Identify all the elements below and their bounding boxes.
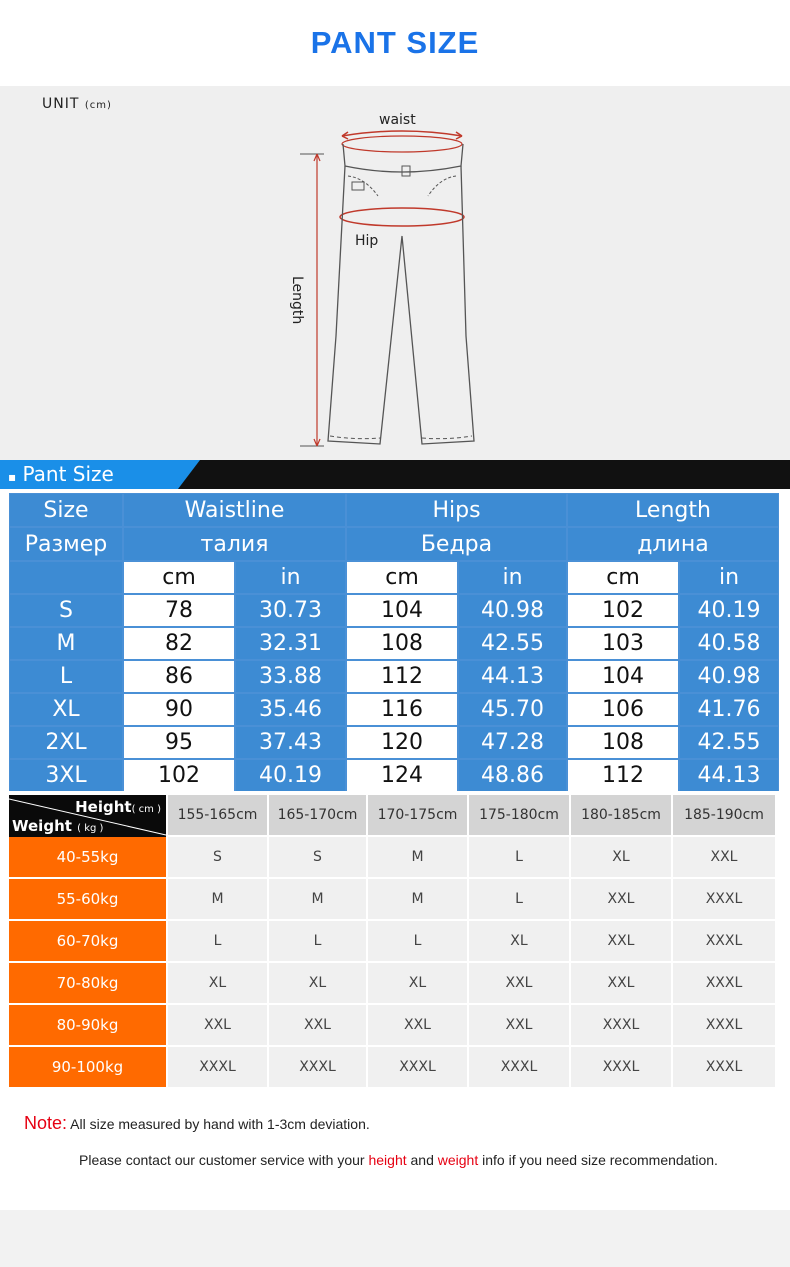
height-label-text: Height <box>75 798 132 816</box>
recommended-size-cell: S <box>269 837 366 877</box>
measure-cell: 30.73 <box>236 595 345 626</box>
measure-cell: 108 <box>568 727 678 758</box>
size-header-ru: Размер <box>10 528 122 560</box>
waist-header: Waistline <box>124 494 345 526</box>
measure-cell: 40.98 <box>680 661 778 692</box>
unit-in: in <box>680 562 778 593</box>
recommended-size-cell: S <box>168 837 267 877</box>
measure-cell: 78 <box>124 595 234 626</box>
note-line-2 <box>79 1152 718 1168</box>
measure-cell: 32.31 <box>236 628 345 659</box>
recommended-size-cell: XL <box>269 963 366 1003</box>
measure-cell: 40.19 <box>236 760 345 791</box>
height-label <box>75 798 161 816</box>
length-label: Length <box>289 276 305 325</box>
measure-cell: 102 <box>568 595 678 626</box>
recommended-size-cell: XXL <box>571 963 671 1003</box>
size-table <box>9 493 779 791</box>
measure-cell: 106 <box>568 694 678 725</box>
weight-cell: 90-100kg <box>9 1047 166 1087</box>
size-cell: 2XL <box>10 727 122 758</box>
recommended-size-cell: XXL <box>469 1005 569 1045</box>
measure-cell: 95 <box>124 727 234 758</box>
recommended-size-cell: L <box>469 837 569 877</box>
hips-header: Hips <box>347 494 566 526</box>
recommended-size-cell: XXL <box>269 1005 366 1045</box>
unit-cm: cm <box>568 562 678 593</box>
recommended-size-cell: XXXL <box>673 1005 775 1045</box>
note-line-1 <box>24 1113 370 1134</box>
size-cell: M <box>10 628 122 659</box>
recommended-size-cell: XXL <box>673 837 775 877</box>
unit-cm: cm <box>347 562 457 593</box>
footer-band <box>0 1210 790 1267</box>
recommended-size-cell: M <box>168 879 267 919</box>
height-weight-table <box>9 795 779 1090</box>
recommended-size-cell: XXXL <box>673 963 775 1003</box>
height-header-cell: 175-180cm <box>469 795 569 835</box>
measure-cell: 86 <box>124 661 234 692</box>
page-title: PANT SIZE <box>310 25 480 60</box>
measure-cell: 120 <box>347 727 457 758</box>
note-text-1: All size measured by hand with 1-3cm deviation. <box>70 1116 370 1132</box>
measure-cell: 42.55 <box>680 727 778 758</box>
recommended-size-cell: XXXL <box>469 1047 569 1087</box>
recommended-size-cell: M <box>368 879 467 919</box>
recommended-size-cell: XL <box>469 921 569 961</box>
recommended-size-cell: XXL <box>368 1005 467 1045</box>
measure-cell: 42.55 <box>459 628 566 659</box>
weight-cell: 60-70kg <box>9 921 166 961</box>
recommended-size-cell: XL <box>368 963 467 1003</box>
unit-cm: cm <box>124 562 234 593</box>
measure-cell: 90 <box>124 694 234 725</box>
measure-cell: 104 <box>568 661 678 692</box>
recommended-size-cell: XXL <box>571 921 671 961</box>
bullet-icon: ▪ <box>8 470 17 484</box>
weight-cell: 70-80kg <box>9 963 166 1003</box>
measure-cell: 124 <box>347 760 457 791</box>
recommended-size-cell: XXXL <box>673 1047 775 1087</box>
note-text-2b: info if you need size recommendation. <box>482 1152 718 1168</box>
weight-unit: ( kg ) <box>77 823 104 834</box>
pant-diagram <box>0 86 790 460</box>
measure-cell: 104 <box>347 595 457 626</box>
unit-in: in <box>236 562 345 593</box>
recommended-size-cell: XXL <box>571 879 671 919</box>
hip-label: Hip <box>355 233 379 249</box>
measure-cell: 103 <box>568 628 678 659</box>
unit-blank <box>10 562 122 593</box>
height-unit: ( cm ) <box>131 804 161 815</box>
unit-in: in <box>459 562 566 593</box>
recommended-size-cell: XL <box>571 837 671 877</box>
hw-corner <box>9 795 166 837</box>
size-cell: S <box>10 595 122 626</box>
measure-cell: 48.86 <box>459 760 566 791</box>
measure-cell: 108 <box>347 628 457 659</box>
measure-cell: 82 <box>124 628 234 659</box>
note-label: Note: <box>24 1113 68 1133</box>
size-cell: 3XL <box>10 760 122 791</box>
weight-label <box>12 817 103 835</box>
size-cell: XL <box>10 694 122 725</box>
recommended-size-cell: L <box>368 921 467 961</box>
note-weight-word: weight <box>437 1152 479 1168</box>
recommended-size-cell: M <box>269 879 366 919</box>
height-header-cell: 180-185cm <box>571 795 671 835</box>
measure-cell: 40.19 <box>680 595 778 626</box>
waist-label: waist <box>379 112 416 128</box>
weight-cell: 55-60kg <box>9 879 166 919</box>
measure-cell: 44.13 <box>459 661 566 692</box>
section-header <box>0 460 790 489</box>
recommended-size-cell: XXXL <box>673 921 775 961</box>
measure-cell: 45.70 <box>459 694 566 725</box>
height-header-cell: 155-165cm <box>168 795 267 835</box>
measure-cell: 41.76 <box>680 694 778 725</box>
measure-cell: 35.46 <box>236 694 345 725</box>
measure-cell: 102 <box>124 760 234 791</box>
unit-sub: (cm) <box>84 100 112 111</box>
recommended-size-cell: L <box>469 879 569 919</box>
height-header-cell: 185-190cm <box>673 795 775 835</box>
recommended-size-cell: XXL <box>469 963 569 1003</box>
recommended-size-cell: XXXL <box>673 879 775 919</box>
note-height-word: height <box>368 1152 407 1168</box>
measure-cell: 112 <box>347 661 457 692</box>
recommended-size-cell: XXXL <box>571 1047 671 1087</box>
size-header: Size <box>10 494 122 526</box>
recommended-size-cell: XXXL <box>168 1047 267 1087</box>
measure-cell: 40.98 <box>459 595 566 626</box>
recommended-size-cell: XXL <box>168 1005 267 1045</box>
recommended-size-cell: XXXL <box>368 1047 467 1087</box>
measure-cell: 44.13 <box>680 760 778 791</box>
pants-illustration <box>0 86 790 460</box>
measure-cell: 37.43 <box>236 727 345 758</box>
height-header-cell: 165-170cm <box>269 795 366 835</box>
recommended-size-cell: L <box>269 921 366 961</box>
section-title-text: Pant Size <box>22 462 114 486</box>
measure-cell: 116 <box>347 694 457 725</box>
hips-header-ru: Бедра <box>347 528 566 560</box>
weight-cell: 80-90kg <box>9 1005 166 1045</box>
note-and-word: and <box>410 1152 434 1168</box>
weight-cell: 40-55kg <box>9 837 166 877</box>
weight-label-text: Weight <box>12 817 72 835</box>
recommended-size-cell: M <box>368 837 467 877</box>
measure-cell: 47.28 <box>459 727 566 758</box>
size-cell: L <box>10 661 122 692</box>
length-header: Length <box>568 494 778 526</box>
recommended-size-cell: XXXL <box>571 1005 671 1045</box>
recommended-size-cell: XXXL <box>269 1047 366 1087</box>
note-text-2a: Please contact our customer service with your <box>79 1152 365 1168</box>
section-title <box>8 460 114 492</box>
height-header-cell: 170-175cm <box>368 795 467 835</box>
recommended-size-cell: L <box>168 921 267 961</box>
length-header-ru: длина <box>568 528 778 560</box>
measure-cell: 40.58 <box>680 628 778 659</box>
measure-cell: 112 <box>568 760 678 791</box>
unit-text: UNIT <box>42 96 80 112</box>
recommended-size-cell: XL <box>168 963 267 1003</box>
measure-cell: 33.88 <box>236 661 345 692</box>
waist-header-ru: талия <box>124 528 345 560</box>
